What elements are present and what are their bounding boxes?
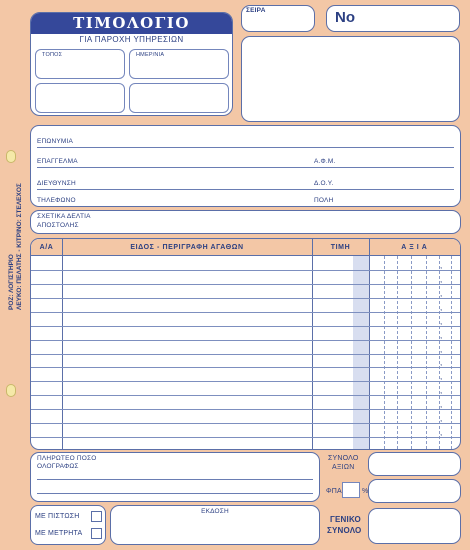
decimal-comma-mark: ,: [440, 372, 443, 382]
copy-distribution-line2: ΛΕΥΚΟ: ΠΕΛΑΤΗΣ - ΚΙΤΡΙΝΟ: ΣΤΕΛΕΧΟΣ: [16, 183, 23, 310]
grand-total-line2: ΣΥΝΟΛΟ: [327, 526, 362, 535]
total-values-line2: ΑΞΙΩΝ: [332, 464, 355, 471]
city-label: ΠΟΛΗ: [314, 197, 334, 204]
amount-in-words-box[interactable]: [30, 452, 320, 502]
related-notes-line1: ΣΧΕΤΙΚΑ ΔΕΛΤΙΑ: [37, 213, 91, 220]
grand-total-line1: ΓΕΝΙΚΟ: [330, 515, 361, 524]
decimal-comma-mark: ,: [440, 358, 443, 368]
col-price-header: ΤΙΜΗ: [330, 244, 351, 251]
decimal-comma-mark: ,: [440, 330, 443, 340]
grand-total-field[interactable]: [368, 508, 461, 544]
credit-checkbox[interactable]: [91, 511, 102, 522]
date-field[interactable]: [129, 49, 229, 79]
amount-words-line1: ΠΛΗΡΩΤΕΟ ΠΟΣΟ: [37, 455, 97, 462]
address-line[interactable]: [37, 189, 454, 190]
vat-amount-field[interactable]: [368, 479, 461, 503]
cash-label: ΜΕ ΜΕΤΡΗΤΑ: [35, 530, 83, 537]
header-extra-field-right[interactable]: [129, 83, 229, 113]
decimal-comma-mark: ,: [440, 428, 443, 438]
total-values-line1: ΣΥΝΟΛΟ: [328, 455, 359, 462]
binding-hole-top: [6, 150, 16, 163]
decimal-comma-mark: ,: [440, 400, 443, 410]
invoice-title: ΤΙΜΟΛΟΓΙΟ: [31, 13, 232, 34]
table-row-line: [31, 395, 460, 396]
table-row-line: [31, 381, 460, 382]
items-table-header: [31, 239, 460, 256]
series-label: ΣΕΙΡΑ: [246, 7, 266, 14]
vat-label: ΦΠΑ: [326, 488, 342, 495]
decimal-comma-mark: ,: [440, 316, 443, 326]
decimal-comma-mark: ,: [440, 274, 443, 284]
col-index-header: Α/Α: [39, 244, 54, 251]
table-row-line: [31, 284, 460, 285]
decimal-comma-mark: ,: [440, 302, 443, 312]
decimal-comma-mark: ,: [440, 260, 443, 270]
cash-checkbox[interactable]: [91, 528, 102, 539]
table-row-line: [31, 312, 460, 313]
issuance-box[interactable]: [110, 505, 320, 545]
place-label: ΤΟΠΟΣ: [42, 52, 63, 58]
amount-words-line-a: [37, 479, 313, 480]
value-subcol-6: [451, 256, 452, 449]
table-row-line: [31, 367, 460, 368]
place-field[interactable]: [35, 49, 125, 79]
price-column-shade: [353, 256, 369, 449]
related-notes-line2: ΑΠΟΣΤΟΛΗΣ: [37, 222, 79, 229]
amount-words-line-b: [37, 493, 313, 494]
table-row-line: [31, 409, 460, 410]
header-extra-field-left[interactable]: [35, 83, 125, 113]
table-row-line: [31, 298, 460, 299]
address-label: ΔΙΕΥΘΥΝΣΗ: [37, 180, 76, 187]
total-values-field[interactable]: [368, 452, 461, 476]
credit-label: ΜΕ ΠΙΣΤΩΣΗ: [35, 513, 80, 520]
copy-distribution-note: [8, 183, 24, 310]
issuer-stamp-area: [241, 36, 460, 122]
table-row-line: [31, 270, 460, 271]
number-label: No: [335, 9, 355, 26]
value-subcol-3: [411, 256, 412, 449]
name-line[interactable]: [37, 147, 454, 148]
name-label: ΕΠΩΝΥΜΙΑ: [37, 138, 74, 145]
value-subcol-2: [397, 256, 398, 449]
decimal-comma-mark: ,: [440, 414, 443, 424]
table-row-line: [31, 326, 460, 327]
number-field[interactable]: [326, 5, 460, 32]
table-row-line: [31, 437, 460, 438]
profession-line[interactable]: [37, 167, 454, 168]
decimal-comma-mark: ,: [440, 288, 443, 298]
binding-hole-bottom: [6, 384, 16, 397]
amount-words-line2: ΟΛΟΓΡΑΦΩΣ: [37, 463, 79, 470]
decimal-comma-mark: ,: [440, 386, 443, 396]
phone-label: ΤΗΛΕΦΩΝΟ: [37, 197, 76, 204]
invoice-subtitle: ΓΙΑ ΠΑΡΟΧΗ ΥΠΗΡΕΣΙΩΝ: [79, 35, 184, 44]
col-description-header: ΕΙΔΟΣ - ΠΕΡΙΓΡΑΦΗ ΑΓΑΘΩΝ: [130, 244, 244, 251]
table-row-line: [31, 423, 460, 424]
value-subcol-4: [426, 256, 427, 449]
items-table: [30, 238, 461, 450]
invoice-title-card: [30, 12, 233, 116]
profession-label: ΕΠΑΓΓΕΛΜΑ: [37, 158, 78, 165]
doy-label: Δ.Ο.Υ.: [314, 180, 334, 187]
date-label: ΗΜΕΡ/ΝΙΑ: [136, 52, 165, 58]
vat-percent: %: [362, 488, 369, 495]
col-value-header: ΑΞΙΑ: [401, 244, 430, 251]
afm-label: Α.Φ.Μ.: [314, 158, 336, 165]
issuance-label: ΕΚΔΟΣΗ: [201, 508, 229, 515]
vat-rate-field[interactable]: [342, 482, 360, 498]
table-row-line: [31, 340, 460, 341]
related-notes-box[interactable]: [30, 210, 461, 234]
payment-method-box: [30, 505, 106, 545]
decimal-comma-mark: ,: [440, 344, 443, 354]
customer-details-box: [30, 125, 461, 207]
value-subcol-1: [384, 256, 385, 449]
copy-distribution-line1: ΡΟΖ: ΛΟΓΙΣΤΗΡΙΟ: [8, 254, 15, 310]
series-field[interactable]: [241, 5, 315, 32]
table-row-line: [31, 354, 460, 355]
